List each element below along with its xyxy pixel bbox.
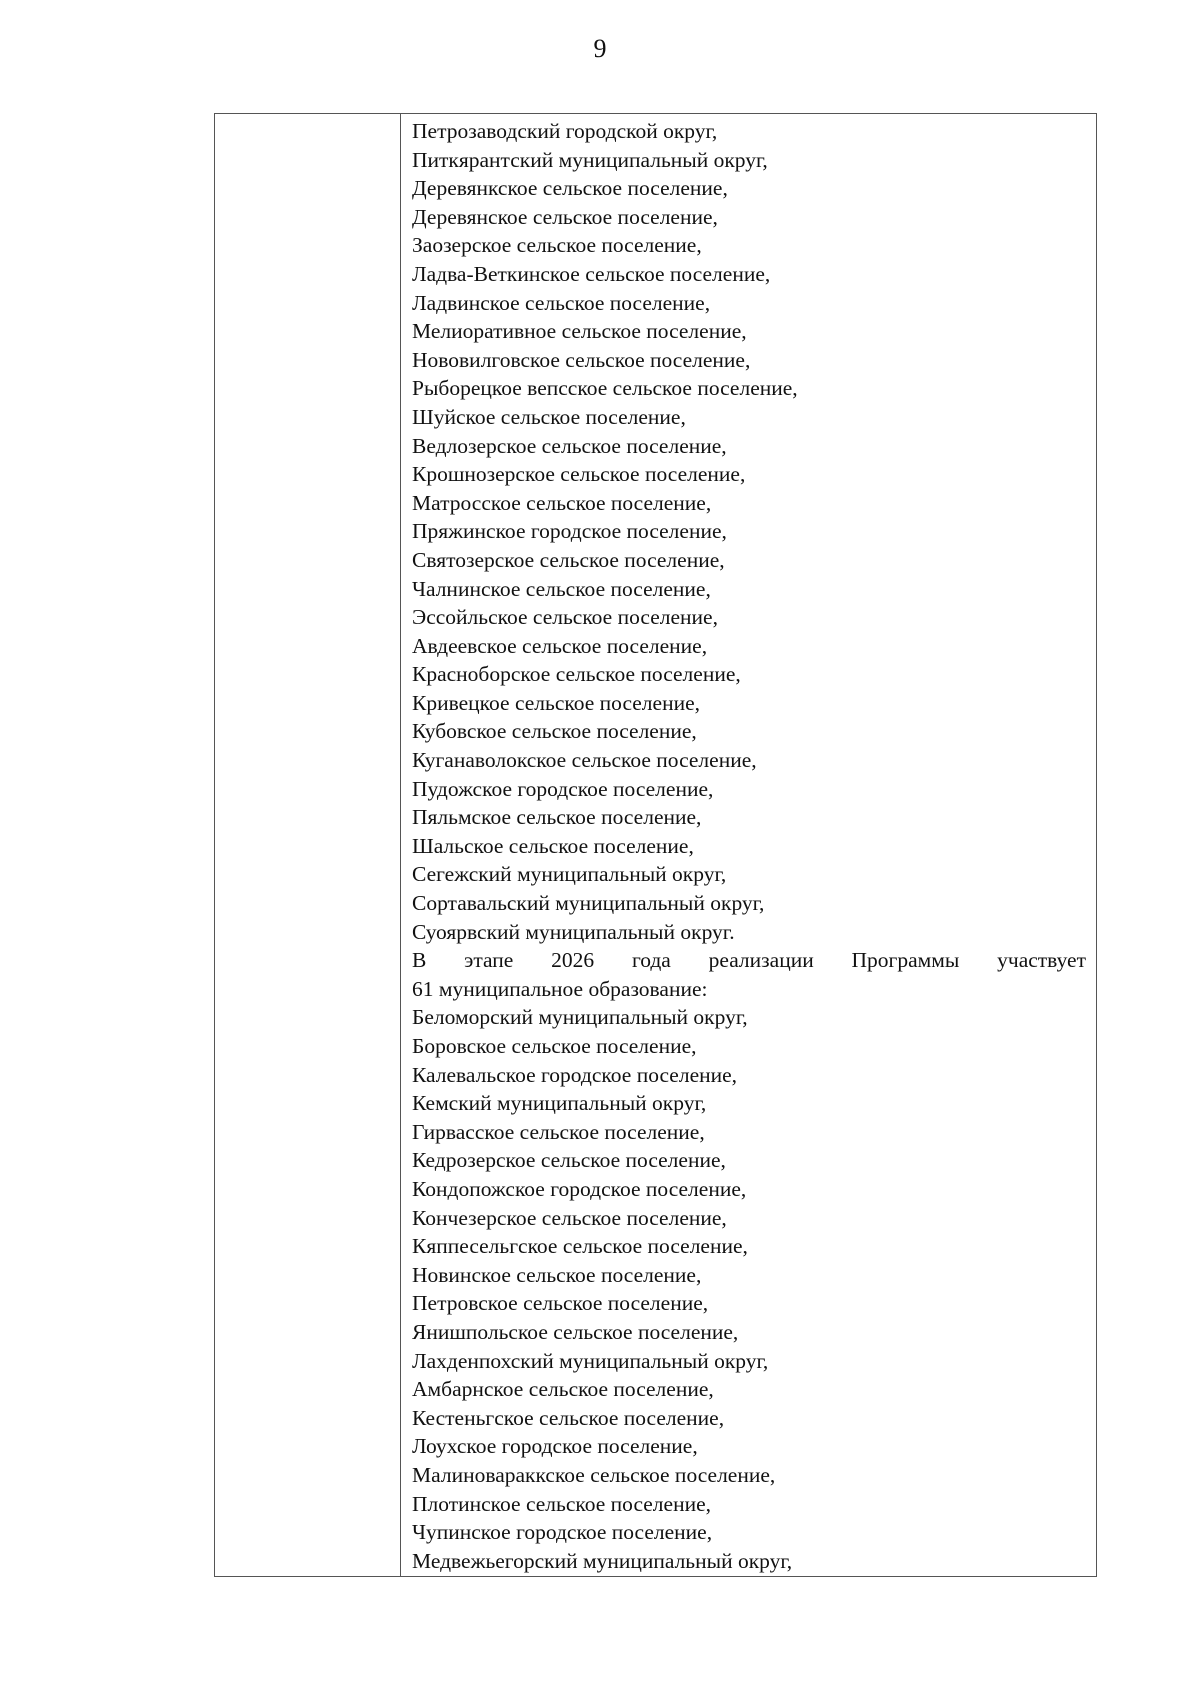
municipality-list-item: Кончезерское сельское поселение, (412, 1205, 727, 1230)
municipality-list-item: Кондопожское городское поселение, (412, 1176, 747, 1201)
page-number: 9 (593, 34, 607, 63)
municipality-list-item: Кяппесельгское сельское поселение, (412, 1234, 748, 1259)
municipality-list-item: Рыборецкое вепсское сельское поселение, (412, 376, 798, 401)
municipality-list-item: Чалнинское сельское поселение, (412, 576, 711, 601)
table-cell-right (401, 114, 1096, 1576)
municipality-list-item: Деревянкское сельское поселение, (412, 176, 728, 201)
municipality-list-item: Матросское сельское поселение, (412, 490, 712, 515)
municipality-list-item: Красноборское сельское поселение, (412, 662, 741, 687)
table-cell-left (215, 114, 401, 1576)
municipality-list-item: Чупинское городское поселение, (412, 1520, 713, 1545)
municipality-list-item: Пяльмское сельское поселение, (412, 805, 702, 830)
municipality-list-stage-2026 (412, 1003, 1086, 1575)
municipality-list-item: Калевальское городское поселение, (412, 1062, 738, 1087)
municipality-list-item: Кестеньгское сельское поселение, (412, 1405, 725, 1430)
municipality-list-item: Мелиоративное сельское поселение, (412, 319, 747, 344)
municipality-list-item: Гирвасское сельское поселение, (412, 1119, 705, 1144)
municipality-list-item: Святозерское сельское поселение, (412, 547, 725, 572)
municipality-list-item: Шальское сельское поселение, (412, 833, 694, 858)
municipality-list-item: Ладва-Веткинское сельское поселение, (412, 261, 771, 286)
municipality-list-item: Нововилговское сельское поселение, (412, 347, 751, 372)
municipality-list-item: Кемский муниципальный округ, (412, 1091, 707, 1116)
municipality-list-item: Сортавальский муниципальный округ, (412, 891, 765, 916)
municipality-list-stage-prev (412, 117, 1086, 946)
municipality-list-item: Крошнозерское сельское поселение, (412, 462, 746, 487)
municipality-list-item: Лоухское городское поселение, (412, 1434, 698, 1459)
municipality-list-item: Беломорский муниципальный округ, (412, 1005, 748, 1030)
municipality-list-item: Суоярвский муниципальный округ. (412, 919, 735, 944)
municipality-list-item: Янишпольское сельское поселение, (412, 1319, 739, 1344)
municipality-list-item: Боровское сельское поселение, (412, 1034, 697, 1058)
municipality-list-item: Шуйское сельское поселение, (412, 404, 686, 429)
municipality-list-item: Куганаволокское сельское поселение, (412, 748, 757, 773)
municipality-list-item: Авдеевское сельское поселение, (412, 633, 708, 658)
municipality-list-item: Плотинское сельское поселение, (412, 1491, 712, 1516)
municipality-list-item: Сегежский муниципальный округ, (412, 862, 727, 887)
stage-2026-count-line: 61 муниципальное образование: (412, 976, 708, 1001)
municipality-list-item: Ведлозерское сельское поселение, (412, 433, 727, 458)
municipality-list-item: Пряжинское городское поселение, (412, 519, 727, 544)
municipality-list-item: Лахденпохский муниципальный округ, (412, 1348, 769, 1373)
document-table (214, 113, 1097, 1577)
municipality-list-item: Питкярантский муниципальный округ, (412, 147, 768, 172)
municipality-list-item: Заозерское сельское поселение, (412, 233, 702, 258)
stage-2026-intro-line: В этапе 2026 года реализации Программы участвует (412, 948, 1086, 973)
municipality-list-item: Петрозаводский городской округ, (412, 119, 718, 143)
municipality-list-item: Эссойльское сельское поселение, (412, 605, 718, 630)
municipality-list-item: Ладвинское сельское поселение, (412, 290, 711, 315)
municipality-list-item: Новинское сельское поселение, (412, 1262, 702, 1287)
municipality-list-item: Медвежьегорский муниципальный округ, (412, 1548, 793, 1573)
municipality-list-item: Деревянское сельское поселение, (412, 204, 718, 229)
municipality-list-item: Малиновараккское сельское поселение, (412, 1462, 776, 1487)
municipality-list-item: Кубовское сельское поселение, (412, 719, 697, 744)
municipality-list-item: Амбарнское сельское поселение, (412, 1377, 714, 1402)
municipality-list-item: Пудожское городское поселение, (412, 776, 714, 801)
municipality-list-item: Кривецкое сельское поселение, (412, 690, 701, 715)
municipality-list-item: Петровское сельское поселение, (412, 1291, 709, 1316)
municipality-list-item: Кедрозерское сельское поселение, (412, 1148, 726, 1173)
